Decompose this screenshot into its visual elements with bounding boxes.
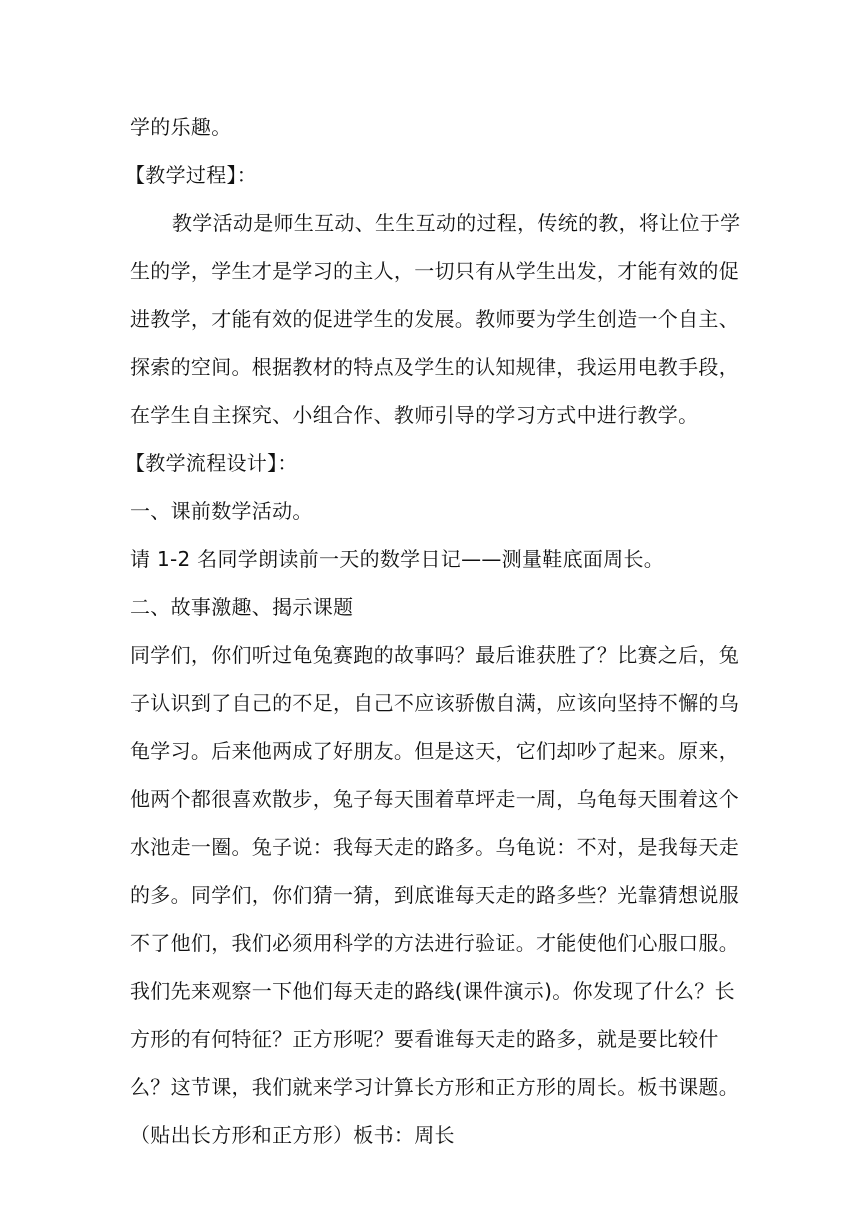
- paragraph-line: 么？这节课，我们就来学习计算长方形和正方形的周长。板书课题。: [130, 1075, 739, 1099]
- paragraph-line: 在学生自主探究、小组合作、教师引导的学习方式中进行教学。: [130, 403, 699, 427]
- step-heading-pre-class: 一、课前数学活动。: [130, 499, 313, 523]
- section-heading-teaching-process: 【教学过程】：: [125, 163, 258, 187]
- paragraph-line: 不了他们，我们必须用科学的方法进行验证。才能使他们心服口服。: [130, 931, 739, 955]
- paragraph-line: 请 1-2 名同学朗读前一天的数学日记——测量鞋底面周长。: [130, 547, 665, 571]
- paragraph-line: 教学活动是师生互动、生生互动的过程，传统的教，将让位于学: [172, 211, 741, 235]
- paragraph-line: 他两个都很喜欢散步，兔子每天围着草坪走一周，乌龟每天围着这个: [130, 787, 739, 811]
- paragraph-line: 进教学，才能有效的促进学生的发展。教师要为学生创造一个自主、: [130, 307, 739, 331]
- paragraph-line: 方形的有何特征？正方形呢？要看谁每天走的路多，就是要比较什: [130, 1027, 719, 1051]
- step-heading-story: 二、故事激趣、揭示课题: [130, 595, 354, 619]
- section-heading-flow-design: 【教学流程设计】：: [125, 451, 298, 475]
- paragraph-line: 的多。同学们，你们猜一猜，到底谁每天走的路多些？光靠猜想说服: [130, 883, 739, 907]
- paragraph-line: 子认识到了自己的不足，自己不应该骄傲自满，应该向坚持不懈的乌: [130, 691, 739, 715]
- paragraph-line: 水池走一圈。兔子说：我每天走的路多。乌龟说：不对，是我每天走: [130, 835, 739, 859]
- paragraph-line: 探索的空间。根据教材的特点及学生的认知规律，我运用电教手段，: [130, 355, 739, 379]
- paragraph-line: （贴出长方形和正方形）板书：周长: [130, 1123, 455, 1147]
- paragraph-continuation: 学的乐趣。: [130, 115, 232, 139]
- paragraph-line: 龟学习。后来他两成了好朋友。但是这天，它们却吵了起来。原来，: [130, 739, 739, 763]
- paragraph-line: 我们先来观察一下他们每天走的路线(课件演示)。你发现了什么？长: [130, 979, 735, 1003]
- paragraph-line: 同学们，你们听过龟兔赛跑的故事吗？最后谁获胜了？比赛之后，兔: [130, 643, 739, 667]
- paragraph-line: 生的学，学生才是学习的主人，一切只有从学生出发，才能有效的促: [130, 259, 739, 283]
